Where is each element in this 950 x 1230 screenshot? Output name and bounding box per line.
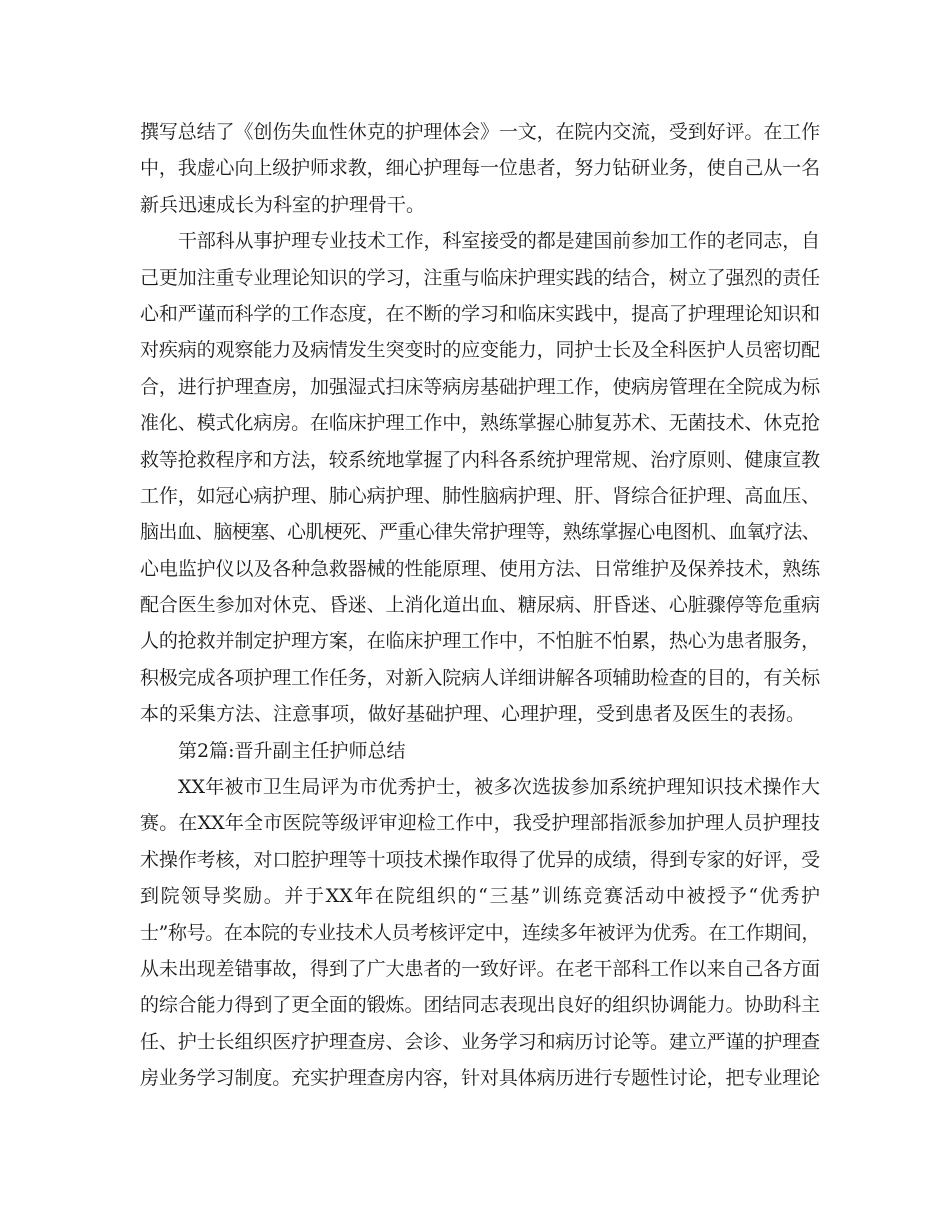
text-line: XX年被市卫生局评为市优秀护士，被多次选拔参加系统护理知识技术操作大 xyxy=(178,776,820,799)
text-line: 赛。在XX年全市医院等级评审迎检工作中，我受护理部指派参加护理人员护理技 xyxy=(140,812,820,835)
text-line: 脑出血、脑梗塞、心肌梗死、严重心律失常护理等，熟练掌握心电图机、血氧疗法、 xyxy=(140,521,820,544)
text-line: 任、护士长组织医疗护理查房、会诊、业务学习和病历讨论等。建立严谨的护理查 xyxy=(140,1030,820,1053)
text-line: 合，进行护理查房，加强湿式扫床等病房基础护理工作，使病房管理在全院成为标 xyxy=(140,375,820,398)
text-line: 本的采集方法、注意事项，做好基础护理、心理护理，受到患者及医生的表扬。 xyxy=(140,703,806,726)
text-line: 己更加注重专业理论知识的学习，注重与临床护理实践的结合，树立了强烈的责任 xyxy=(140,266,820,289)
text-line: 心电监护仪以及各种急救器械的性能原理、使用方法、日常维护及保养技术，熟练 xyxy=(140,557,820,580)
text-line: 干部科从事护理专业技术工作，科室接受的都是建国前参加工作的老同志，自 xyxy=(178,230,820,253)
text-line: 撰写总结了《创伤失血性休克的护理体会》一文，在院内交流，受到好评。在工作 xyxy=(140,121,820,143)
text-line: 积极完成各项护理工作任务，对新入院病人详细讲解各项辅助检查的目的，有关标 xyxy=(140,666,820,689)
text-line: 房业务学习制度。充实护理查房内容，针对具体病历进行专题性讨论，把专业理论 xyxy=(140,1067,820,1090)
text-line: 中，我虚心向上级护师求教，细心护理每一位患者，努力钻研业务，使自己从一名 xyxy=(140,157,820,180)
text-line: 工作，如冠心病护理、肺心病护理、肺性脑病护理、肝、肾综合征护理、高血压、 xyxy=(140,484,820,507)
text-line: 术操作考核，对口腔护理等十项技术操作取得了优异的成绩，得到专家的好评，受 xyxy=(140,848,820,871)
text-line: 配合医生参加对休克、昏迷、上消化道出血、糖尿病、肝昏迷、心脏骤停等危重病 xyxy=(140,594,820,617)
text-line: 人的抢救并制定护理方案，在临床护理工作中，不怕脏不怕累，热心为患者服务， xyxy=(140,630,820,653)
text-line: 新兵迅速成长为科室的护理骨干。 xyxy=(140,193,426,216)
text-line: 救等抢救程序和方法，较系统地掌握了内科各系统护理常规、治疗原则、健康宣教 xyxy=(140,448,820,471)
text-line: 心和严谨而科学的工作态度，在不断的学习和临床实践中，提高了护理理论知识和 xyxy=(140,302,820,325)
text-line: 的综合能力得到了更全面的锻炼。团结同志表现出良好的组织协调能力。协助科主 xyxy=(140,994,820,1017)
text-line: 准化、模式化病房。在临床护理工作中，熟练掌握心肺复苏术、无菌技术、休克抢 xyxy=(140,412,820,435)
text-line: 士”称号。在本院的专业技术人员考核评定中，连续多年被评为优秀。在工作期间， xyxy=(140,921,820,944)
section-heading: 第2篇:晋升副主任护师总结 xyxy=(178,739,406,762)
document-body xyxy=(140,114,820,1097)
text-line: 对疾病的观察能力及病情发生突变时的应变能力，同护士长及全科医护人员密切配 xyxy=(140,339,820,362)
text-line: 到院领导奖励。并于XX年在院组织的“三基”训练竞赛活动中被授予“优秀护 xyxy=(140,885,820,908)
text-line: 从未出现差错事故，得到了广大患者的一致好评。在老干部科工作以来自己各方面 xyxy=(140,957,820,980)
